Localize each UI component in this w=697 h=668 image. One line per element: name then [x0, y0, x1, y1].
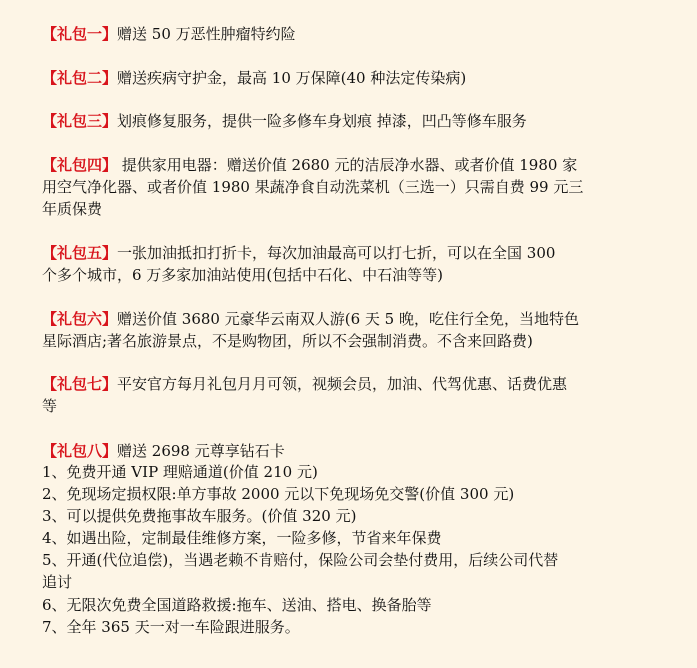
gift-7-text-line-1: 平安官方每月礼包月月可领，视频会员，加油、代驾优惠、话费优惠 — [117, 375, 568, 393]
gift-4-tag: 【礼包四】 — [42, 156, 118, 174]
gift-1-text: 赠送 50 万恶性肿瘤特约险 — [117, 25, 296, 43]
gift-2 — [42, 67, 663, 89]
gift-8 — [42, 440, 663, 462]
gift-3-tag: 【礼包三】 — [42, 112, 118, 130]
gift-4-text-line-3: 年质保费 — [42, 200, 103, 218]
gift-4-text-line-2: 用空气净化器、或者价值 1980 果蔬净食自动洗菜机（三选一）只需自费 99 元三 — [42, 178, 584, 196]
gift-2-text: 赠送疾病守护金，最高 10 万保障(40 种法定传染病) — [117, 69, 467, 87]
gift-6-text-line-1: 赠送价值 3680 元豪华云南双人游(6 天 5 晚，吃住行全免，当地特色 — [117, 310, 579, 328]
card-item-4: 4、如遇出险，定制最佳维修方案，一险多修，节省来年保费 — [42, 529, 442, 547]
gift-5-text-line-1: 一张加油抵扣打折卡，每次加油最高可以打七折，可以在全国 300 — [117, 244, 556, 262]
gift-6-tag: 【礼包六】 — [42, 310, 118, 328]
gift-4 — [42, 154, 663, 220]
gift-6 — [42, 308, 663, 352]
gift-8-tag: 【礼包八】 — [42, 442, 118, 460]
gift-4-text-line-1: 提供家用电器：赠送价值 2680 元的洁辰净水器、或者价值 1980 家 — [117, 156, 578, 174]
gift-1 — [42, 23, 663, 45]
card-item-3: 3、可以提供免费拖事故车服务。(价值 320 元) — [42, 507, 357, 525]
gift-3-text: 划痕修复服务，提供一险多修车身划痕 掉漆，凹凸等修车服务 — [117, 112, 527, 130]
card-item-7: 7、全年 365 天一对一车险跟进服务。 — [42, 618, 300, 636]
gift-8-text: 赠送 2698 元尊享钻石卡 — [117, 442, 285, 460]
gift-3 — [42, 110, 663, 132]
gift-5-tag: 【礼包五】 — [42, 244, 118, 262]
card-item-1: 1、免费开通 VIP 理赔通道(价值 210 元) — [42, 463, 318, 481]
gift-5-text-line-2: 个多个城市，6 万多家加油站使用(包括中石化、中石油等等) — [42, 266, 444, 284]
card-item-6: 6、无限次免费全国道路救援:拖车、送油、搭电、换备胎等 — [42, 596, 432, 614]
gift-7-tag: 【礼包七】 — [42, 375, 118, 393]
card-item-2: 2、免现场定损权限:单方事故 2000 元以下免现场免交警(价值 300 元) — [42, 485, 515, 503]
gift-1-tag: 【礼包一】 — [42, 25, 118, 43]
gift-7 — [42, 373, 663, 417]
gift-6-text-line-2: 星际酒店;著名旅游景点，不是购物团，所以不会强制消费。不含来回路费) — [42, 332, 533, 350]
gift-7-text-line-2: 等 — [42, 397, 58, 415]
gift-2-tag: 【礼包二】 — [42, 69, 118, 87]
card-item-5: 5、开通(代位追偿)，当遇老赖不肯赔付，保险公司会垫付费用，后续公司代替 追讨 — [42, 551, 559, 591]
gift-5 — [42, 242, 663, 286]
